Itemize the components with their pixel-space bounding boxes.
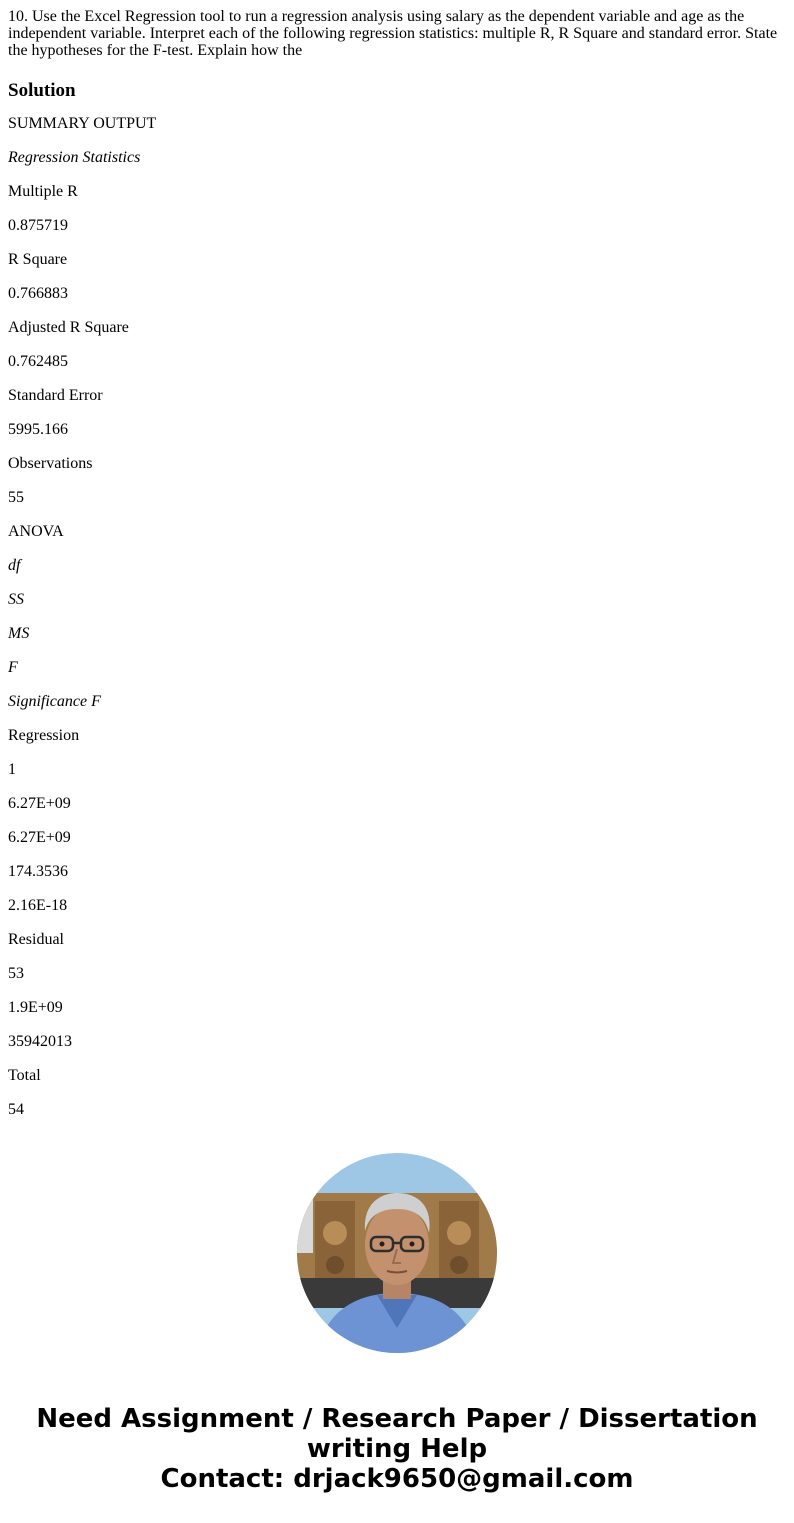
residual-df: 53 (8, 965, 24, 982)
r-square-label: R Square (8, 251, 68, 268)
anova-header-df: df (8, 557, 21, 574)
multiple-r-label: Multiple R (8, 183, 78, 200)
regression-row-label: Regression (8, 727, 80, 744)
standard-error-value: 5995.166 (8, 421, 68, 438)
regression-f: 174.3536 (8, 863, 68, 880)
r-square-value: 0.766883 (8, 285, 68, 302)
observations-label: Observations (8, 455, 93, 472)
regression-significance-f: 2.16E-18 (8, 897, 68, 914)
solution-body (8, 115, 786, 1119)
solution-heading: Solution (8, 80, 76, 101)
adjusted-r-square-value: 0.762485 (8, 353, 68, 370)
question-text: 10. Use the Excel Regression tool to run a regression analysis using salary as the dependent variable and age as the independent variable. Interpret each of the following regression statistics: multiple R, R Square and standard error. State the hypotheses for the F-test. Explain how the (8, 8, 778, 59)
total-row-label: Total (8, 1067, 41, 1084)
regression-ss: 6.27E+09 (8, 795, 71, 812)
contact-banner (0, 1404, 794, 1494)
residual-ms: 35942013 (8, 1033, 72, 1050)
author-portrait-image (297, 1153, 497, 1353)
contact-line-1: Need Assignment / Research Paper / Dissertation (36, 1404, 758, 1434)
anova-header-ms: MS (8, 625, 30, 642)
anova-title: ANOVA (8, 523, 64, 540)
observations-value: 55 (8, 489, 24, 506)
contact-line-3: Contact: drjack9650@gmail.com (160, 1464, 634, 1494)
residual-row-label: Residual (8, 931, 64, 948)
anova-header-significance-f: Significance F (8, 693, 101, 710)
standard-error-label: Standard Error (8, 387, 103, 404)
anova-header-f: F (8, 659, 18, 676)
summary-output-title: SUMMARY OUTPUT (8, 115, 157, 132)
regression-df: 1 (8, 761, 16, 778)
regression-ms: 6.27E+09 (8, 829, 71, 846)
residual-ss: 1.9E+09 (8, 999, 63, 1016)
contact-line-2: writing Help (306, 1434, 488, 1464)
regression-statistics-label: Regression Statistics (8, 149, 141, 166)
anova-header-ss: SS (8, 591, 24, 608)
adjusted-r-square-label: Adjusted R Square (8, 319, 129, 336)
total-df: 54 (8, 1101, 24, 1118)
author-avatar (297, 1153, 497, 1353)
multiple-r-value: 0.875719 (8, 217, 68, 234)
